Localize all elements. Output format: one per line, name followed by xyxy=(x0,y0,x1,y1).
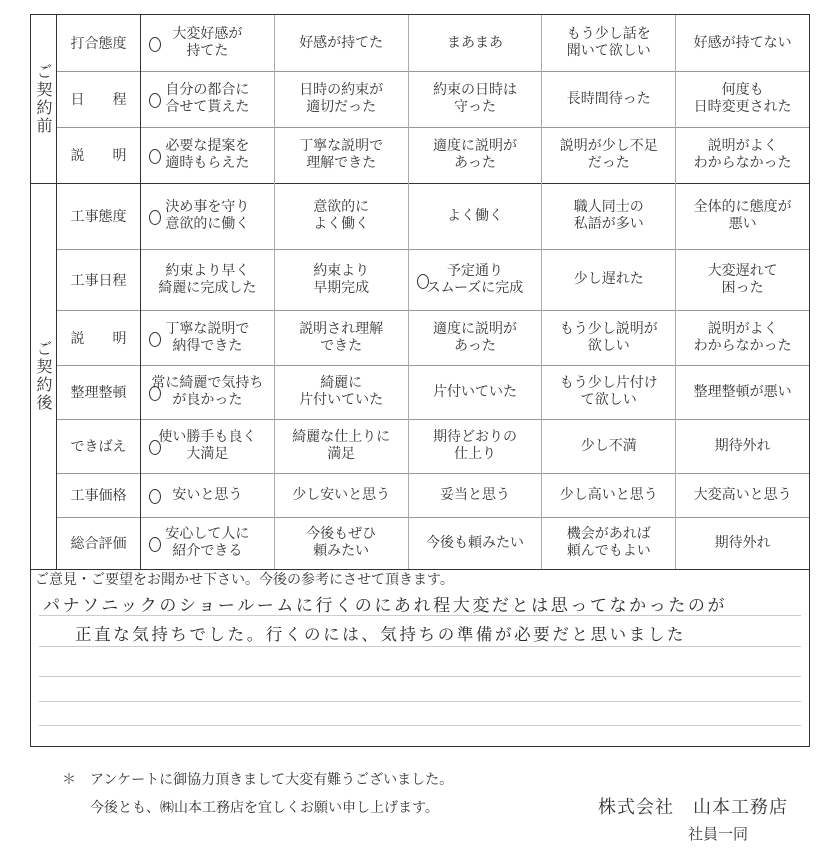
survey-form xyxy=(30,14,810,747)
rating-option-selected[interactable]: 必要な提案を 適時もらえた xyxy=(141,127,275,183)
rating-option[interactable]: 少し不満 xyxy=(542,419,676,473)
rating-option[interactable]: 約束より早く 綺麗に完成した xyxy=(141,249,275,310)
row-category: 日 程 xyxy=(57,71,141,127)
rating-option[interactable]: 説明され理解 できた xyxy=(275,310,409,365)
rating-option[interactable]: 説明がよく わからなかった xyxy=(693,138,792,171)
rating-option[interactable]: 少し高いと思う xyxy=(542,473,676,517)
survey-row xyxy=(57,15,809,72)
rating-option[interactable]: もう少し話を 聞いて欲しい xyxy=(542,15,676,71)
rating-option[interactable]: 綺麗に 片付いていた xyxy=(275,365,409,419)
handwritten-comment-line-1: パナソニックのショールームに行くのにあれ程大変だとは思ってなかったのが xyxy=(43,596,728,616)
rating-option-selected[interactable]: 丁寧な説明で 納得できた xyxy=(141,310,275,365)
row-category: 総合評価 xyxy=(57,517,141,569)
rating-option[interactable]: 長時間待った xyxy=(542,71,676,127)
rating-option[interactable]: 今後も頼みたい xyxy=(409,517,543,569)
handwritten-comment-line-2: 正直な気持ちでした。行くのには、気持ちの準備が必要だと思いました xyxy=(75,625,687,644)
rating-option-selected[interactable]: 安心して人に 紹介できる xyxy=(141,517,275,569)
rating-option[interactable]: 好感が持てた xyxy=(275,15,409,71)
section-before-label: ご契約前 xyxy=(31,15,57,183)
survey-row xyxy=(57,365,809,420)
survey-row xyxy=(57,419,809,474)
rating-option[interactable]: 約束より 早期完成 xyxy=(275,249,409,310)
rating-option[interactable]: 意欲的に よく働く xyxy=(275,183,409,249)
comments-area xyxy=(31,569,809,746)
staff-signature: 社員一同 xyxy=(688,825,749,843)
rating-option[interactable]: 約束の日時は 守った xyxy=(409,71,543,127)
row-category: 説 明 xyxy=(57,127,141,183)
rating-option-selected[interactable]: 安いと思う xyxy=(141,473,275,517)
rating-option[interactable]: 丁寧な説明で 理解できた xyxy=(275,127,409,183)
rating-option[interactable]: 全体的に態度が 悪い xyxy=(693,199,792,232)
section-after-label: ご契約後 xyxy=(31,183,57,569)
row-category: 工事態度 xyxy=(57,183,141,249)
company-name: 株式会社 山本工務店 xyxy=(598,797,788,818)
rating-option[interactable]: 職人同士の 私語が多い xyxy=(542,183,676,249)
row-category: 説 明 xyxy=(57,310,141,365)
comments-header: ご意見・ご要望をお聞かせ下さい。今後の参考にさせて頂きます。 xyxy=(35,572,454,588)
rating-option[interactable]: 期待外れ xyxy=(714,534,771,551)
survey-row xyxy=(57,517,809,569)
footer-note-1: ＊ アンケートに御協力頂きまして大変有難うございました。 xyxy=(62,772,454,788)
rating-option[interactable]: 説明がよく わからなかった xyxy=(693,320,792,354)
rating-option[interactable]: 機会があれば 頼んでもよい xyxy=(542,517,676,569)
rating-option[interactable]: 何度も 日時変更された xyxy=(693,82,792,115)
rating-option[interactable]: 大変遅れて 困った xyxy=(707,262,778,296)
survey-row xyxy=(57,127,809,183)
rating-option[interactable]: 大変高いと思う xyxy=(693,486,792,503)
rating-option[interactable]: 今後もぜひ 頼みたい xyxy=(275,517,409,569)
footer-note-2: 今後とも、㈱山本工務店を宜しくお願い申し上げます。 xyxy=(90,800,439,816)
rating-option[interactable]: 日時の約束が 適切だった xyxy=(275,71,409,127)
rating-option[interactable]: 少し安いと思う xyxy=(275,473,409,517)
rating-option-selected[interactable]: 予定通り スムーズに完成 xyxy=(409,249,543,310)
rating-option-selected[interactable]: 自分の都合に 合せて貰えた xyxy=(141,71,275,127)
survey-row xyxy=(57,183,809,250)
rating-option[interactable]: 少し遅れた xyxy=(542,249,676,310)
rating-option-selected[interactable]: 常に綺麗で気持ち が良かった xyxy=(141,365,275,419)
rating-option[interactable]: 妥当と思う xyxy=(409,473,543,517)
row-category: 整理整頓 xyxy=(57,365,141,419)
rating-option-selected[interactable]: 使い勝手も良く 大満足 xyxy=(141,419,275,473)
rating-option[interactable]: 整理整頓が悪い xyxy=(693,383,792,400)
rating-option[interactable]: 綺麗な仕上りに 満足 xyxy=(275,419,409,473)
rating-option[interactable]: もう少し片付け て欲しい xyxy=(542,365,676,419)
rating-option[interactable]: 期待外れ xyxy=(714,437,771,454)
row-category: できばえ xyxy=(57,419,141,473)
row-category: 打合態度 xyxy=(57,15,141,71)
row-category: 工事日程 xyxy=(57,249,141,310)
rating-option[interactable]: 適度に説明が あった xyxy=(409,127,543,183)
rating-option-selected[interactable]: 大変好感が 持てた xyxy=(141,15,275,71)
rating-option[interactable]: 説明が少し不足 だった xyxy=(542,127,676,183)
row-category: 工事価格 xyxy=(57,473,141,517)
survey-row xyxy=(57,71,809,128)
rating-option[interactable]: 適度に説明が あった xyxy=(409,310,543,365)
rating-option[interactable]: 期待どおりの 仕上り xyxy=(409,419,543,473)
survey-row xyxy=(57,310,809,366)
survey-row xyxy=(57,473,809,518)
rating-option[interactable]: まあまあ xyxy=(409,15,543,71)
rating-option[interactable]: 片付いていた xyxy=(409,365,543,419)
rating-option-selected[interactable]: 決め事を守り 意欲的に働く xyxy=(141,183,275,249)
rating-option[interactable]: 好感が持てない xyxy=(693,34,792,51)
survey-row xyxy=(57,249,809,311)
rating-option[interactable]: もう少し説明が 欲しい xyxy=(542,310,676,365)
rating-option[interactable]: よく働く xyxy=(409,183,543,249)
